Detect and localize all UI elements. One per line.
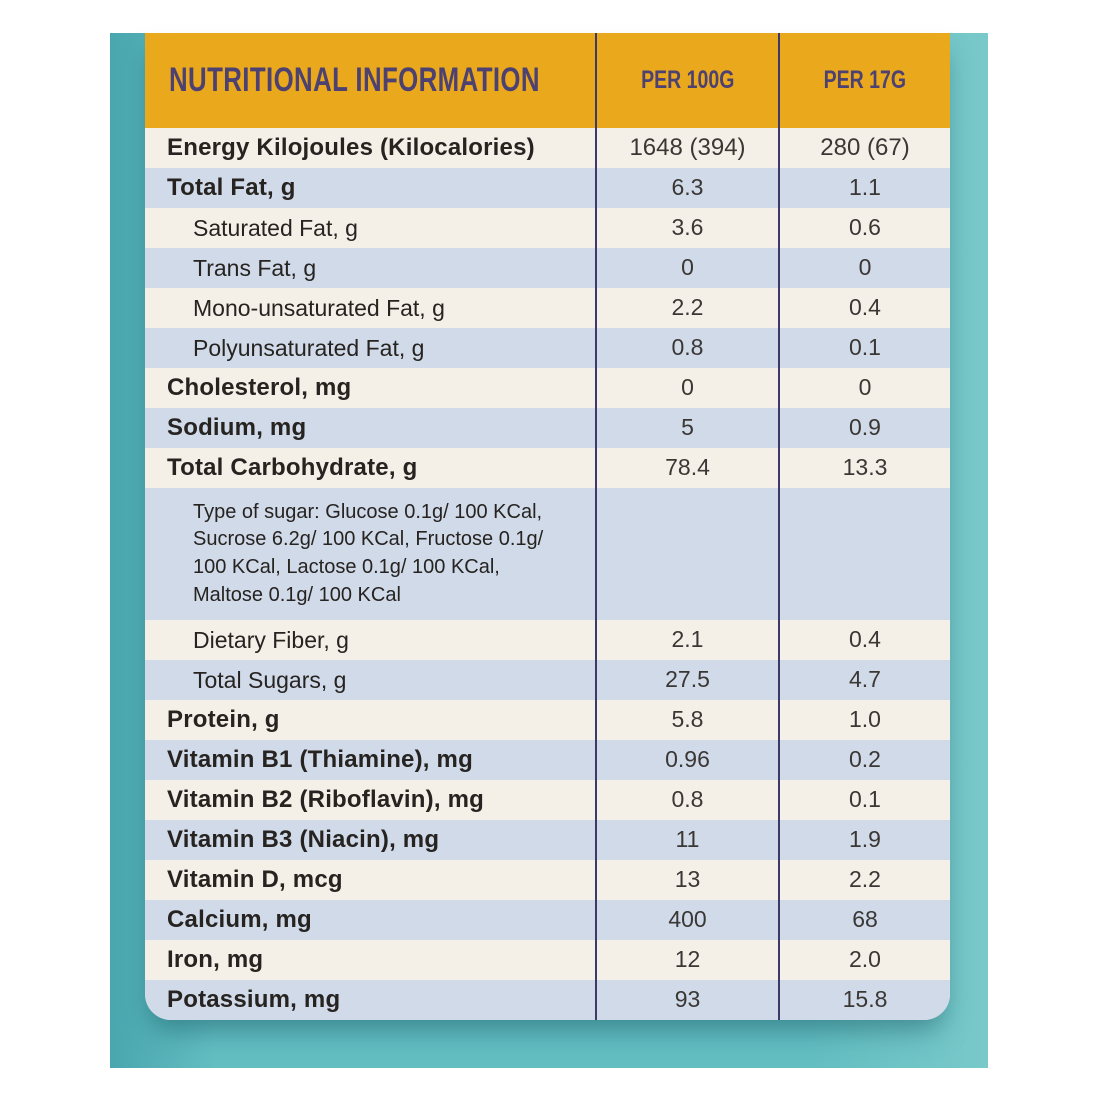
table-row bbox=[145, 860, 950, 900]
per-17g-value: 1.1 bbox=[778, 168, 950, 208]
per-17g-value: 2.2 bbox=[778, 860, 950, 900]
per-100g-value: 3.6 bbox=[595, 208, 778, 248]
table-title-text: NUTRITIONAL INFORMATION bbox=[169, 61, 540, 99]
column-header-per-100g-text: PER 100G bbox=[640, 66, 735, 94]
per-100g-value: 0.8 bbox=[595, 780, 778, 820]
nutrient-label: Sodium, mg bbox=[167, 414, 307, 441]
table-row bbox=[145, 660, 950, 700]
table-row bbox=[145, 328, 950, 368]
table-row bbox=[145, 408, 950, 448]
package-background bbox=[110, 33, 988, 1068]
per-17g-value: 15.8 bbox=[778, 980, 950, 1020]
table-row bbox=[145, 740, 950, 780]
nutrient-label: Polyunsaturated Fat, g bbox=[193, 334, 425, 361]
nutrient-label: Vitamin D, mcg bbox=[167, 866, 343, 893]
per-17g-value: 0.4 bbox=[778, 288, 950, 328]
nutrient-label: Total Fat, g bbox=[167, 174, 296, 201]
nutrient-label: Type of sugar: Glucose 0.1g/ 100 KCal, Sucrose 6.2g/ 100 KCal, Fructose 0.1g/ 100 KCal, Lactose 0.1g/ 100 KCal, Maltose 0.1g/ 100 KCal bbox=[193, 500, 544, 606]
per-100g-value: 2.1 bbox=[595, 620, 778, 660]
table-row bbox=[145, 780, 950, 820]
per-17g-value: 0 bbox=[778, 248, 950, 288]
per-100g-value: 78.4 bbox=[595, 448, 778, 488]
per-17g-value: 0.2 bbox=[778, 740, 950, 780]
per-17g-value: 280 (67) bbox=[778, 128, 950, 168]
table-row bbox=[145, 368, 950, 408]
nutrient-label: Total Carbohydrate, g bbox=[167, 454, 418, 481]
nutrient-label: Trans Fat, g bbox=[193, 254, 317, 281]
column-header-per-17g bbox=[778, 33, 950, 128]
nutrition-table-card bbox=[145, 33, 950, 1020]
per-100g-value: 0.96 bbox=[595, 740, 778, 780]
nutrient-label: Vitamin B3 (Niacin), mg bbox=[167, 826, 440, 853]
per-17g-value: 0.4 bbox=[778, 620, 950, 660]
per-100g-value: 400 bbox=[595, 900, 778, 940]
nutrient-label: Potassium, mg bbox=[167, 986, 341, 1013]
per-100g-value: 2.2 bbox=[595, 288, 778, 328]
nutrient-label: Mono-unsaturated Fat, g bbox=[193, 294, 445, 321]
per-17g-value: 0.6 bbox=[778, 208, 950, 248]
table-row bbox=[145, 288, 950, 328]
table-row bbox=[145, 208, 950, 248]
column-header-per-100g bbox=[595, 33, 778, 128]
per-100g-value: 0 bbox=[595, 368, 778, 408]
per-100g-value: 5 bbox=[595, 408, 778, 448]
table-row bbox=[145, 128, 950, 168]
per-17g-value: 4.7 bbox=[778, 660, 950, 700]
per-100g-value: 11 bbox=[595, 820, 778, 860]
table-body bbox=[145, 128, 950, 1020]
nutrient-label: Energy Kilojoules (Kilocalories) bbox=[167, 134, 535, 161]
table-row bbox=[145, 168, 950, 208]
per-100g-value: 0.8 bbox=[595, 328, 778, 368]
nutrient-label: Vitamin B2 (Riboflavin), mg bbox=[167, 786, 484, 813]
per-17g-value bbox=[778, 488, 950, 620]
per-100g-value: 12 bbox=[595, 940, 778, 980]
table-title bbox=[145, 33, 595, 128]
nutrient-label: Cholesterol, mg bbox=[167, 374, 352, 401]
nutrient-label: Saturated Fat, g bbox=[193, 214, 358, 241]
table-row bbox=[145, 448, 950, 488]
table-row bbox=[145, 620, 950, 660]
per-17g-value: 2.0 bbox=[778, 940, 950, 980]
table-row bbox=[145, 940, 950, 980]
table-row bbox=[145, 900, 950, 940]
per-100g-value bbox=[595, 488, 778, 620]
nutrient-label: Dietary Fiber, g bbox=[193, 626, 349, 653]
per-100g-value: 5.8 bbox=[595, 700, 778, 740]
per-17g-value: 0.1 bbox=[778, 780, 950, 820]
per-100g-value: 6.3 bbox=[595, 168, 778, 208]
per-100g-value: 27.5 bbox=[595, 660, 778, 700]
table-row bbox=[145, 980, 950, 1020]
nutrient-label: Iron, mg bbox=[167, 946, 264, 973]
per-17g-value: 0 bbox=[778, 368, 950, 408]
table-row bbox=[145, 700, 950, 740]
nutrient-label: Total Sugars, g bbox=[193, 666, 347, 693]
nutrient-label: Vitamin B1 (Thiamine), mg bbox=[167, 746, 473, 773]
table-row bbox=[145, 248, 950, 288]
per-100g-value: 0 bbox=[595, 248, 778, 288]
per-17g-value: 1.0 bbox=[778, 700, 950, 740]
column-header-per-17g-text: PER 17G bbox=[823, 66, 907, 94]
per-17g-value: 1.9 bbox=[778, 820, 950, 860]
per-100g-value: 13 bbox=[595, 860, 778, 900]
per-100g-value: 1648 (394) bbox=[595, 128, 778, 168]
table-row bbox=[145, 820, 950, 860]
nutrient-label: Protein, g bbox=[167, 706, 280, 733]
per-17g-value: 0.9 bbox=[778, 408, 950, 448]
table-row bbox=[145, 488, 950, 620]
per-17g-value: 13.3 bbox=[778, 448, 950, 488]
per-17g-value: 68 bbox=[778, 900, 950, 940]
nutrient-label: Calcium, mg bbox=[167, 906, 312, 933]
per-100g-value: 93 bbox=[595, 980, 778, 1020]
per-17g-value: 0.1 bbox=[778, 328, 950, 368]
table-header bbox=[145, 33, 950, 128]
